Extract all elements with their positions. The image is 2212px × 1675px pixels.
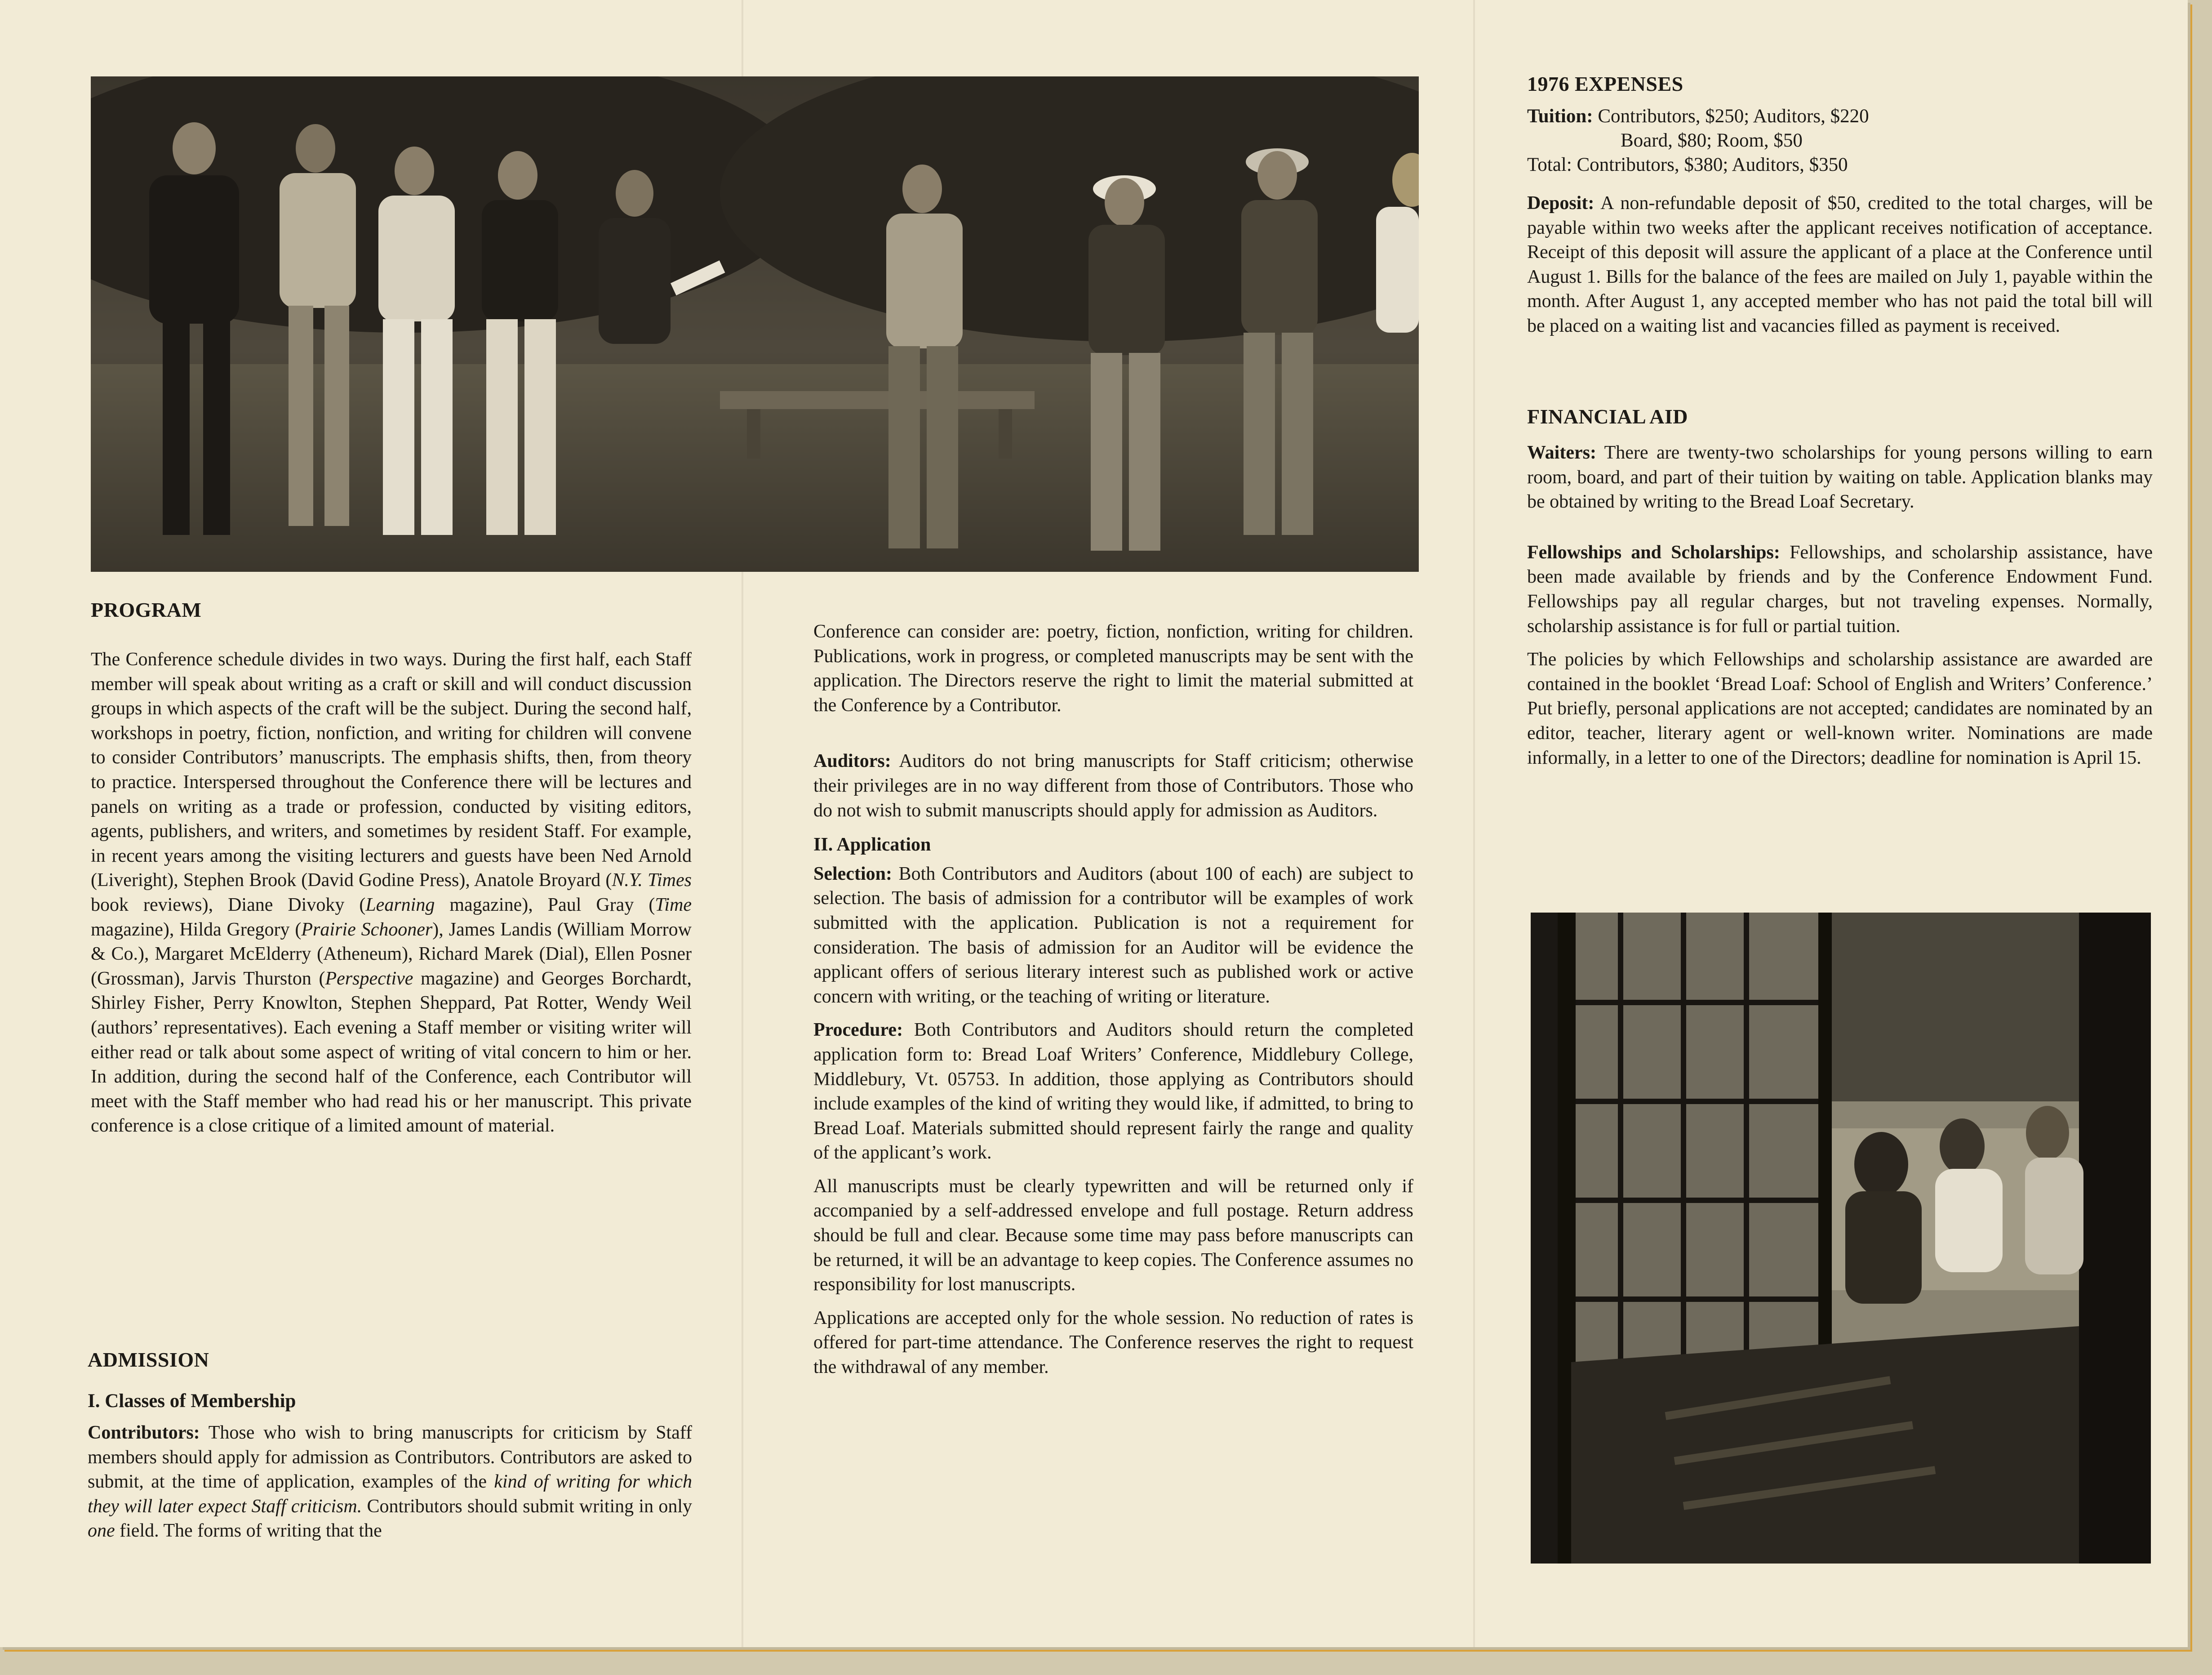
program-paragraph: The Conference schedule divides in two ways. During the first half, each Staff member will speak about writing as a craft or skill and will conduct discussion groups in which aspects of the craft will be the subject. During the second half, workshops in poetry, fiction, nonfiction, and writing for children will convene to consider Contributors’ manuscripts. The emphasis shifts, then, from theory to practice. Interspersed throughout the Conference there will be lectures and panels on writing as a trade or profession, conducted by visiting editors, agents, publishers, and writers, and sometimes by resident Staff. For example, in recent years among the visiting lecturers and guests have been Ned Arnold (Liveright), Stephen Brook (David Godine Press), Anatole Broyard (N.Y. Times book reviews), Diane Divoky (Learning magazine), Paul Gray (Time magazine), Hilda Gregory (Prairie Schooner), James Landis (William Morrow & Co.), Margaret McElderry (Atheneum), Richard Marek (Dial), Ellen Posner (Grossman), Jarvis Thurston (Perspective magazine) and Georges Borchardt, Shirley Fisher, Perry Knowlton, Stephen Sheppard, Pat Rotter, Wendy Weil (authors’ representatives). Each evening a Staff member or visiting writer will either read or talk about some aspect of writing of vital concern to him or her. In addition, during the second half of the Conference, each Contributor will meet with the Staff member who had read his or her manuscript. This private conference is a close critique of a limited amount of material. bbox=[91, 649, 692, 1136]
tuition-line: Tuition: Contributors, $250; Auditors, $220 bbox=[1527, 106, 1869, 127]
classes-of-membership-heading: I. Classes of Membership bbox=[88, 1390, 296, 1412]
admission-heading: ADMISSION bbox=[88, 1348, 209, 1371]
expenses-heading: 1976 EXPENSES bbox=[1527, 72, 1683, 95]
selection-paragraph: Selection: Both Contributors and Auditors (about 100 of each) are subject to selection. The basis of admission for a contributor will be examples of work submitted with the application. Publication is not a requirement for consideration. The basis of admission for an Auditor will be evidence the applicant offers of serious literary interest such as published work or active concern with writing, or the teaching of writing or literature. bbox=[813, 863, 1413, 1007]
board-room-line: Board, $80; Room, $50 bbox=[1621, 130, 1803, 151]
policies-paragraph: The policies by which Fellowships and scholarship assistance are awarded are contained in the booklet ‘Bread Loaf: School of English and Writers’ Conference.’ Put briefly, personal applications are not accepted; candidates are nominated by an editor, teacher, literary agent or well-known writer. Nominations are made informally, in a letter to one of the Directors; deadline for nomination is April 15. bbox=[1527, 649, 2153, 768]
forms-of-writing-paragraph: Conference can consider are: poetry, fiction, nonfiction, writing for children. Publications, work in progress, or completed manuscripts may be sent with the application. The Directors reserve the right to limit the material submitted at the Conference by a Contributor. bbox=[813, 621, 1413, 716]
waiters-paragraph: Waiters: There are twenty-two scholarships for young persons willing to earn room, board, and part of their tuition by waiting on table. Application blanks may be obtained by writing to the Bread Loaf Secretary. bbox=[1527, 442, 2153, 512]
deposit-column bbox=[1527, 191, 2153, 347]
procedure-paragraph: Procedure: Both Contributors and Auditors should return the completed application form to: Bread Loaf Writers’ Conference, Middlebury College, Middlebury, Vt. 05753. In addition, those applying as Contributors should include examples of the kind of writing they would like, if admitted, to bring to Bread Loaf. Materials submitted should represent fairly the range and quality of the applicant’s work. bbox=[813, 1020, 1413, 1163]
fellowships-paragraph: Fellowships and Scholarships: Fellowships, and scholarship assistance, have been made available by friends and by the Conference Endowment Fund. Fellowships pay all regular charges, but not traveling expenses. Normally, scholarship assistance is for full or partial tuition. bbox=[1527, 542, 2153, 637]
admission-continued-column bbox=[813, 619, 1413, 1389]
session-paragraph: Applications are accepted only for the whole session. No reduction of rates is offered for part-time attendance. The Conference reserves the right to request the withdrawal of any member. bbox=[813, 1307, 1413, 1378]
manuscripts-paragraph: All manuscripts must be clearly typewritten and will be returned only if accompanied by a self-addressed envelope and full postage. Return address should be full and clear. Because some time may pass before manuscripts can be returned, it will be an advantage to keep copies. The Conference assumes no responsibility for lost manuscripts. bbox=[813, 1176, 1413, 1295]
application-heading: II. Application bbox=[813, 834, 931, 855]
expenses-block bbox=[1527, 104, 2156, 177]
contributors-column bbox=[88, 1421, 692, 1552]
fold-line-right bbox=[1473, 0, 1475, 1647]
program-heading: PROGRAM bbox=[91, 598, 202, 621]
contributors-paragraph: Contributors: Those who wish to bring manuscripts for criticism by Staff members should apply for admission as Contributors. Contributors are asked to submit, at the time of application, examples of the kind of writing for which they will later expect Staff criticism. Contributors should submit writing in only one field. The forms of writing that the bbox=[88, 1422, 692, 1541]
program-column bbox=[91, 647, 692, 1147]
auditors-paragraph: Auditors: Auditors do not bring manuscripts for Staff criticism; otherwise their privileges are in no way different from those of Contributors. Those who do not wish to submit manuscripts should apply for admission as Auditors. bbox=[813, 751, 1413, 821]
deposit-paragraph: Deposit: A non-refundable deposit of $50, credited to the total charges, will be payable within two weeks after the applicant receives notification of acceptance. Receipt of this deposit will assure the applicant of a place at the Conference until August 1. Bills for the balance of the fees are mailed on July 1, payable within the month. After August 1, any accepted member who has not paid the total bill will be placed on a waiting list and vacancies filled as payment is received. bbox=[1527, 193, 2153, 336]
porch-doorway-photo-art bbox=[1531, 913, 2151, 1564]
group-walking-photo-art bbox=[91, 76, 1419, 572]
financial-aid-heading: FINANCIAL AID bbox=[1527, 405, 1688, 428]
group-walking-photo bbox=[91, 76, 1419, 572]
financial-aid-column bbox=[1527, 441, 2153, 779]
total-line: Total: Contributors, $380; Auditors, $350 bbox=[1527, 154, 1848, 175]
porch-doorway-photo bbox=[1531, 913, 2151, 1564]
